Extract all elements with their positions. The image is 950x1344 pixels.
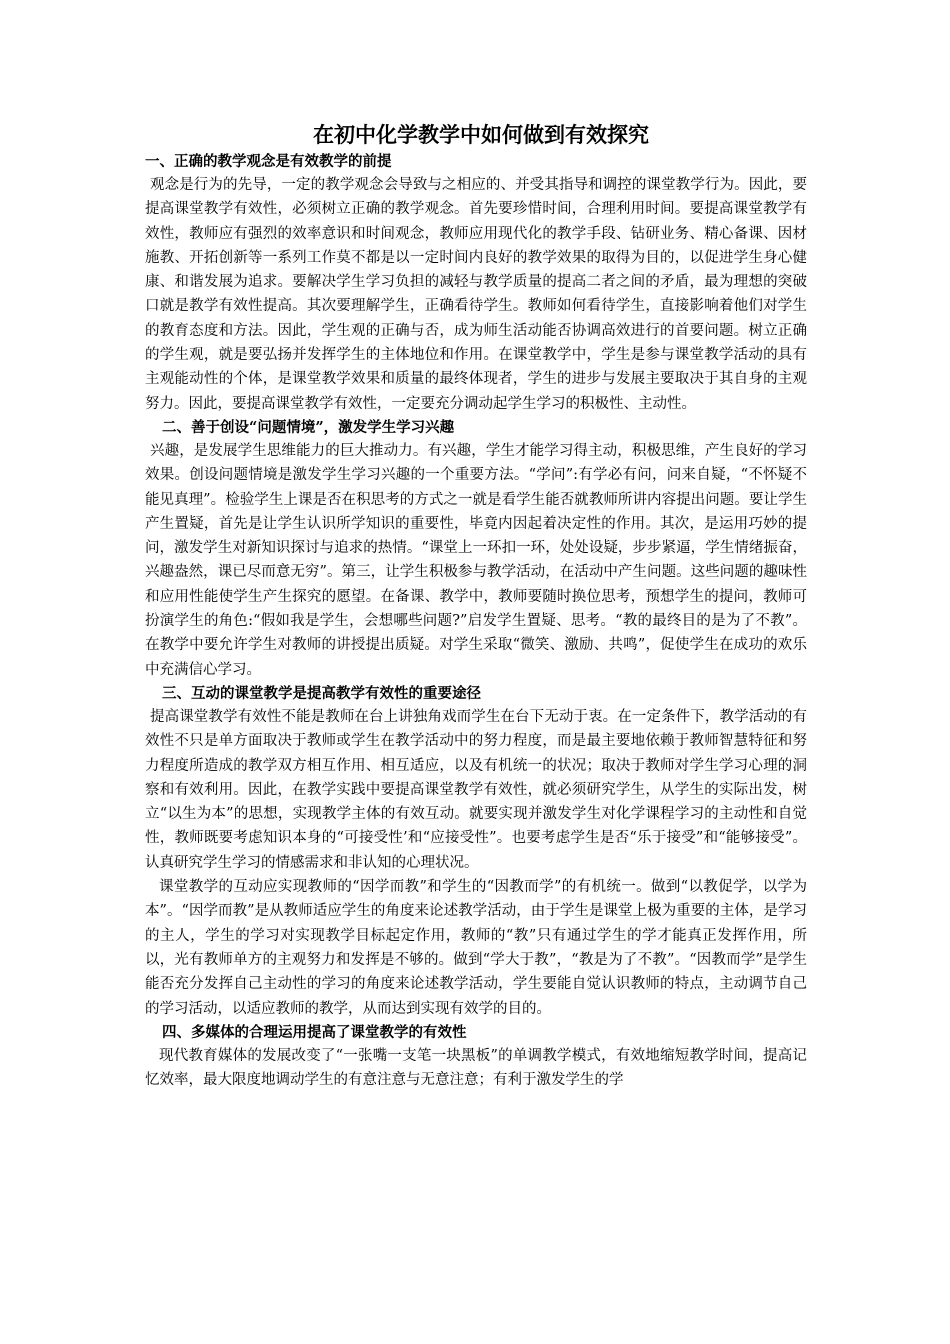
section-1-paragraph-1: 观念是行为的先导，一定的教学观念会导致与之相应的、并受其指导和调控的课堂教学行为。因此，要提高课堂教学有效性，必须树立正确的教学观念。首先要珍惜时间，合理利用时间。要提高课堂教学有效性，教师应有强烈的效率意识和时间观念，教师应用现代化的教学手段、钻研业务、精心备课、因材施教、开拓创新等一系列工作莫不都是以一定时间内良好的教学效果的取得为目的，以促进学生身心健康、和谐发展为追求。要解决学生学习负担的减轻与教学质量的提高二者之间的矛盾，最为理想的突破口就是教学有效性提高。其次要理解学生，正确看待学生。教师如何看待学生，直接影响着他们对学生的教育态度和方法。因此，学生观的正确与否，成为师生活动能否协调高效进行的首要问题。树立正确的学生观，就是要弘扬并发挥学生的主体地位和作用。在课堂教学中，学生是参与课堂教学活动的具有主观能动性的个体，是课堂教学效果和质量的最终体现者，学生的进步与发展主要取决于其自身的主观努力。因此，要提高课堂教学有效性，一定要充分调动起学生学习的积极性、主动性。: [145, 177, 807, 412]
section-1-heading: 一、正确的教学观念是有效教学的前提: [145, 153, 392, 170]
section-2-paragraph-1: 兴趣，是发展学生思维能力的巨大推动力。有兴趣，学生才能学习得主动，积极思维，产生良好的学习效果。创设问题情境是激发学生学习兴趣的一个重要方法。“学问”:有学必有问，问来自疑，“不怀疑不能见真理”。检验学生上课是否在积思考的方式之一就是看学生能否就教师所讲内容提出问题。要让学生产生置疑，首先是让学生认识所学知识的重要性，毕竟内因起着决定性的作用。其次，是运用巧妙的提问，激发学生对新知识探讨与追求的热情。“课堂上一环扣一环，处处设疑，步步紧逼，学生情绪振奋，兴趣盎然，课已尽而意无穷”。第三，让学生积极参与教学活动，在活动中产生问题。这些问题的趣味性和应用性能使学生产生探究的愿望。在备课、教学中，教师要随时换位思考，预想学生的提问，教师可扮演学生的角色:“假如我是学生，会想哪些问题?”启发学生置疑、思考。“教的最终目的是为了不教”。在教学中要允许学生对教师的讲授提出质疑。对学生采取“微笑、激励、共鸣”，促使学生在成功的欢乐中充满信心学习。: [145, 442, 807, 678]
section-2-heading: 二、善于创设“问题情境”，激发学生学习兴趣: [162, 418, 455, 436]
section-3-paragraph-2: 课堂教学的互动应实现教师的“因学而教”和学生的“因教而学”的有机统一。做到“以教促学，以学为本”。“因学而教”是从教师适应学生的角度来论述教学活动，由于学生是课堂上极为重要的主体，是学习的主人，学生的学习对实现教学目标起定作用，教师的“教”只有通过学生的学才能真正发挥作用，所以，光有教师单方的主观努力和发挥是不够的。做到“学大于教”，“教是为了不教”。“因教而学”是学生能否充分发挥自己主动性的学习的角度来论述教学活动，学生要能自觉认识教师的特点，主动调节自己的学习活动，以适应教师的教学，从而达到实现有效学的目的。: [145, 879, 807, 1017]
document-title: 在初中化学教学中如何做到有效探究: [313, 122, 649, 147]
section-3-heading: 三、互动的课堂教学是提高教学有效性的重要途径: [162, 684, 481, 702]
section-3-paragraph-1: 提高课堂教学有效性不能是教师在台上讲独角戏而学生在台下无动于衷。在一定条件下，教学活动的有效性不只是单方面取决于教师或学生在教学活动中的努力程度，而是最主要地依赖于教师智慧特征和努力程度所造成的教学双方相互作用、相互适应，以及有机统一的状况；取决于教师对学生学习心理的洞察和有效利用。因此，在教学实践中要提高课堂教学有效性，就必须研究学生，从学生的实际出发，树立“以生为本”的思想，实现教学主体的有效互动。就要实现并激发学生对化学课程学习的主动性和自觉性，教师既要考虑知识本身的“可接受性’和“应接受性”。也要考虑学生是否“乐于接受”和“能够接受”。认真研究学生学习的情感需求和非认知的心理状况。: [145, 708, 807, 871]
section-4-paragraph-1: 现代教育媒体的发展改变了“一张嘴一支笔一块黑板”的单调教学模式，有效地缩短教学时间，提高记忆效率，最大限度地调动学生的有意注意与无意注意；有利于激发学生的学: [145, 1047, 807, 1089]
section-4-heading: 四、多媒体的合理运用提高了课堂教学的有效性: [162, 1023, 467, 1041]
document-body: [145, 122, 807, 1092]
